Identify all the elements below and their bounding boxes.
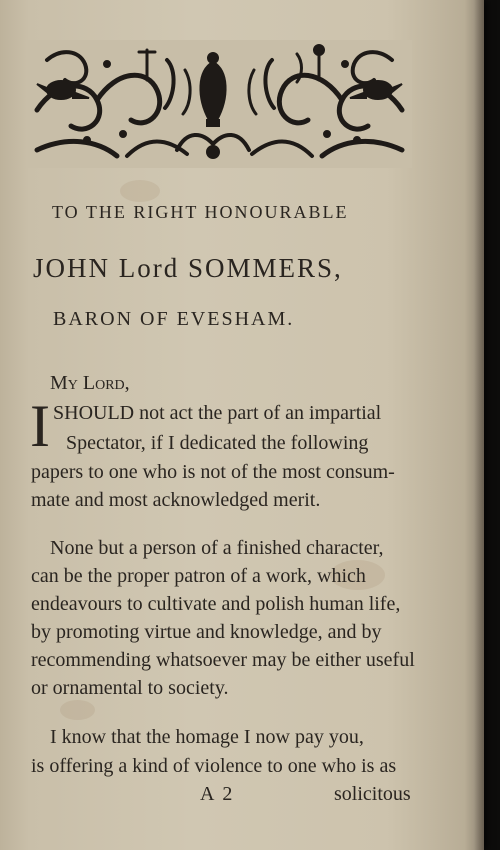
catchword: solicitous	[334, 783, 411, 805]
paper-stain	[60, 700, 95, 720]
paragraph2-line: or ornamental to society.	[31, 677, 229, 699]
paragraph1-line: Spectator, if I dedicated the following	[66, 432, 369, 454]
paragraph3-line: is offering a kind of violence to one who is as	[31, 755, 397, 777]
signature-mark: A 2	[200, 783, 235, 805]
drop-cap: I	[30, 393, 50, 459]
dedicatee-title: BARON OF EVESHAM.	[53, 308, 295, 330]
paragraph2-line: by promoting virtue and knowledge, and by	[31, 621, 382, 643]
paragraph2-line: endeavours to cultivate and polish human life,	[31, 593, 401, 615]
paragraph1-line: mate and most acknowledged merit.	[31, 489, 321, 511]
ornamental-headpiece-icon	[27, 40, 412, 168]
paragraph3-line: I know that the homage I now pay you,	[50, 726, 364, 748]
page-edge-shadow	[474, 0, 484, 850]
dedicatee-name: JOHN Lord SOMMERS,	[33, 253, 343, 283]
dedication-heading: TO THE RIGHT HONOURABLE	[52, 202, 349, 222]
paragraph1-line: papers to one who is not of the most consum-	[31, 461, 395, 483]
paragraph2-line: None but a person of a finished character,	[50, 537, 384, 559]
paper-stain	[120, 180, 160, 202]
paragraph1-line: SHOULD not act the part of an impartial	[53, 402, 382, 424]
paragraph2-line: recommending whatsoever may be either useful	[31, 649, 415, 671]
salutation: My Lord,	[50, 372, 130, 394]
paragraph2-line: can be the proper patron of a work, which	[31, 565, 366, 587]
headpiece-graphic	[27, 40, 412, 168]
